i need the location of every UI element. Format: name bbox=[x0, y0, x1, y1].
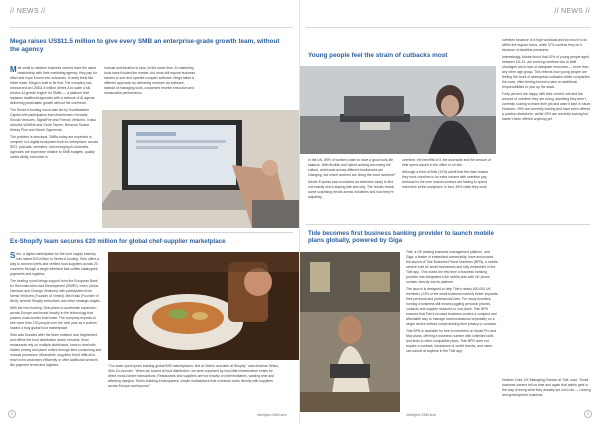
paragraph: manual and iteration is slow. At the same time, AI marketing tools have flooded the market, but most still require business owners to sort and operate complex software. Mega takes a different approach by delivering services via software, instead of managing tools, customers receive execution and measurable performance. bbox=[104, 66, 196, 95]
article-body-setu-quote bbox=[108, 364, 280, 391]
paragraph: The funding round brings support from the European Bank for Reconstruction and Development (EBRD), Invex (Julius Hansson and Chango Ventures) with participation from Menlo Ventures (Founder of Vinted), Mikl Kask (Founder of Wolt), several Shopify executives and other strategic angels. bbox=[10, 279, 101, 303]
article-title-cutbacks: Young people feel the strain of cutbacks most bbox=[308, 52, 448, 59]
page-number-left: 2 bbox=[8, 410, 16, 418]
photo-food-plating bbox=[108, 252, 300, 360]
laptop-photo-illustration bbox=[102, 110, 300, 228]
article-body-cutbacks-col1 bbox=[308, 158, 396, 202]
paragraph: Forty percent are happy with their current role and the amount of overtime they are doing, admitting they aren't currently looking to leave their job and want it kept in future. However, 29% are currently looking and have been offered a position elsewhere, whilst 19% are currently looking but haven't been offered anything yet. bbox=[502, 92, 592, 121]
article-title-tide: Tide becomes first business banking provider to launch mobile plans globally, powered by Giga bbox=[308, 230, 494, 245]
article-body-tide-col1 bbox=[406, 250, 498, 356]
woman-photo-illustration bbox=[300, 66, 496, 154]
section-divider-right bbox=[306, 224, 590, 225]
article-body-cutbacks-col3 bbox=[502, 38, 592, 124]
paragraph: Heather Gold, UK Managing Director at Tide, said: "Small business owners tell us time and again that admin gets in the way of doing what they actually set out to do — running and growing their business. bbox=[502, 378, 591, 397]
article-body-tide-col2 bbox=[502, 378, 592, 400]
paragraph: Interestingly, Adobe found that 20% of young people aged between 18–24, are working overtime due to staff shortages and a lack of adequate resources — more than any other age group. This reflects how young people are feeling the brunt of widespread cutbacks within companies the most, often feeling forced to take on additional responsibilities or pick up the slack. bbox=[502, 55, 590, 89]
page-number-right: 3 bbox=[584, 410, 592, 418]
paragraph: overtime because of a high workload and too much to do within the regular hours, while 37% confess they do it because of deadline pressures. bbox=[502, 38, 588, 52]
article-body-cutbacks-col2 bbox=[402, 158, 494, 192]
footer-url-left: intelligent-SMB.tech bbox=[256, 413, 287, 417]
article-title-setu: Ex-Shopify team secures €20 million for global chef-supplier marketplace bbox=[10, 238, 226, 245]
quote-paragraph: "Our team spent years building global B2B marketplaces, first at Oberlo and later at Shopify," said Andreas Seitsu, Setu Co-founder. "When we looked at food distribution, we were surprised by how little infrastructure exists for direct cross-border transactions. Restaurants and suppliers are too heavily on intermediaries, wasting time and affecting margins. Setu's building a transparent, simple marketplace that connects chefs directly with suppliers across Europe and beyond." bbox=[108, 364, 280, 388]
footer-url-right: intelligent-SMB.tech bbox=[406, 413, 437, 417]
paragraph: The launch is designed to help Tide's nearly 800,000 UK members (14% of the small business market) better separate their personal and professional lives. For many founders, running a business still means juggling personal phones, contacts and supplier networks in one place. Tide BPN ensures that Tide's focused business owners a compact and affordable way to manage communications separately on a single device without compromising their privacy or contacts. bbox=[406, 286, 498, 326]
paragraph: Tide BPN is available for free to members on Smart Pro and Max plans, offering a business number with unlimited calls and texts to other compatible plans. Tide BPN does not require a contract, insurances or credit checks, and users can cancel at anytime in the Tide app. bbox=[406, 328, 497, 353]
paragraph: In the UK, 85% of workers claim to have a good work-life balance. With flexible and hybrid working becoming the culture, workloads across different businesses are changing, but which workers are doing the most overtime? bbox=[308, 158, 396, 177]
photo-woman-laptop bbox=[300, 66, 496, 154]
paragraph: Tide, a UK-leading business management platform, and Giga, a leader in embedded connectivity, have announced the launch of Tide Business Phone Numbers (BPN), a mobile service built for small businesses and fully embedded in the Tide app. This marks the first time a business banking provider has integrated a full mobile plan with UK phone number directly into its platform. bbox=[406, 250, 498, 284]
paragraph: Setu, a digital marketplace for the food supply industry, has raised €20 million in Series A funding. Setu offers a way to connect chefs and verified food suppliers across 20 countries through a single interface that unifies catalogues, payments and logistics. bbox=[10, 251, 100, 276]
paragraph: Mati small to medium business owners have the same relationship with their marketing agency: they pay for effort and hope it turns into outcomes. It rarely feels like either trade. Mega is built to fix that. The company has announced an US$11.5 million Series A to scale a full-service AI growth engine for SMBs — a platform that replaces traditional agencies with a network of AI agents delivering predictable growth without the overhead. bbox=[10, 65, 97, 105]
paragraph: overtime, the benefits of it, the downside and the amount of time spent unpaid in the office or on site. bbox=[402, 158, 491, 167]
article-title-mega: Mega raises US$11.5 million to give every SMB an enterprise-grade growth team, without the agency bbox=[10, 38, 280, 53]
paragraph: Setu was founded after the team realised how fragmented and offline the food distribution sector remains. Most restaurants rely on multiple distributors, have to deal with hidden pricing and place orders through time-consuming and manual processes. Meanwhile, suppliers find it difficult to reach new customers efficiently or offer additional services like payment terms and logistics. bbox=[10, 333, 102, 367]
photo-laptop-desk bbox=[102, 110, 300, 228]
article-body-mega-col1 bbox=[10, 66, 98, 162]
cafe-photo-illustration bbox=[300, 252, 400, 412]
article-body-mega-col2 bbox=[104, 66, 196, 98]
article-body-setu-col1 bbox=[10, 252, 102, 370]
running-head-left: // NEWS // bbox=[10, 8, 46, 15]
photo-cafe-owner bbox=[300, 252, 400, 412]
paragraph: Adobe Express has conducted an extensive study to find out exactly who's staying late and why. The results reveal some surprising trends across industries and how they're adjusting bbox=[308, 180, 394, 199]
right-page bbox=[300, 0, 600, 424]
header-rule-left bbox=[10, 27, 293, 28]
paragraph: The Series A funding round was led by Southeastern Capital with participation from Andreessen Horowitz, Khosla Ventures, SignalFire and Friends Ventures. It also includes WANNA and Circle Tanner, Breanna Sloane, Kelsey Pine and Nicole Ogunmola. bbox=[10, 107, 96, 132]
section-divider-left bbox=[10, 232, 293, 233]
paragraph: Although a third of Brits (31%) admit that the main reason they work overtime is for extra income with overtime pay, workload is the core reason workers are having to spend extra time at the workplace. In fact, 45% claim they work bbox=[402, 170, 489, 190]
paragraph: The problem is structural. SMBs today are expected to compete in a digital ecosystem built for enterprises: across SEO, paid ads, websites, and emerging AI channels. Agencies are expensive relative to SMB budgets, quality varies wildly, execution is bbox=[10, 134, 99, 159]
food-photo-illustration bbox=[108, 252, 300, 360]
paragraph: With the new funding, Setu plans to accelerate expansion across Europe and invest heavily in the technology that powers cross-border food trade. The company expects to hire more than 100 people over the next year as it pushes toward a truly global food marketplace. bbox=[10, 306, 97, 330]
running-head-right: // NEWS // bbox=[554, 8, 590, 15]
header-rule-right bbox=[306, 27, 590, 28]
